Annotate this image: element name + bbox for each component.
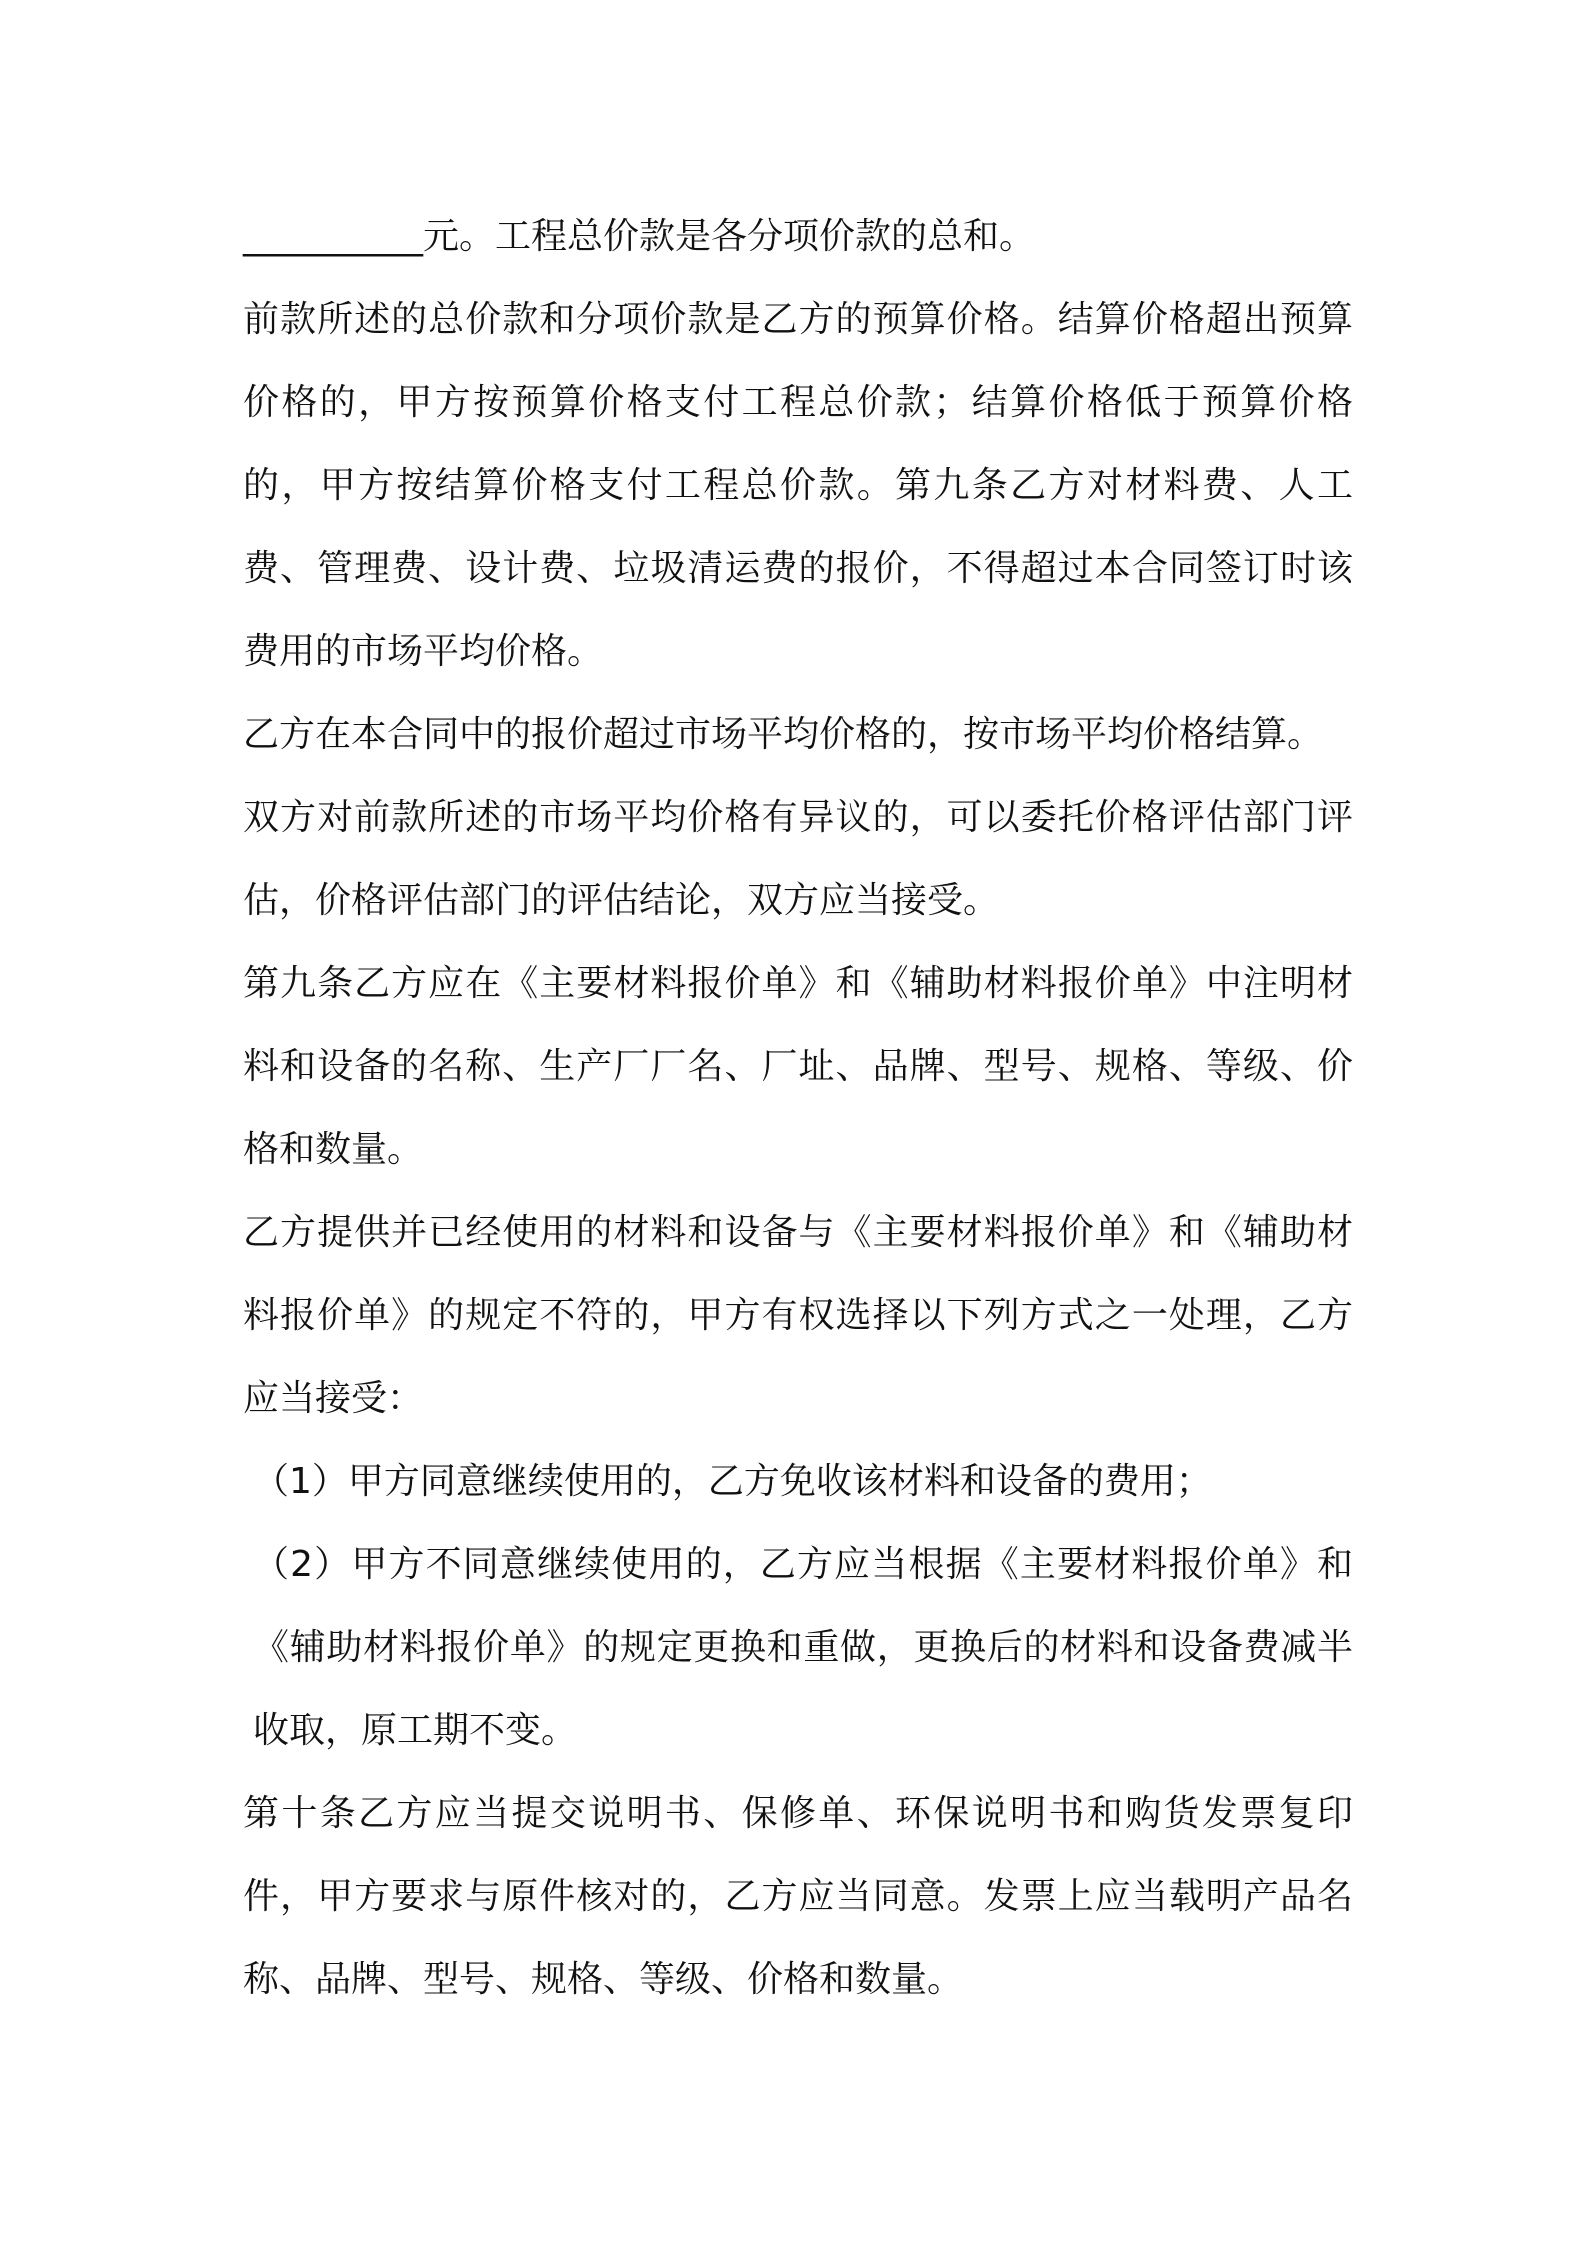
- paragraph-nonconforming-materials: 乙方提供并已经使用的材料和设备与《主要材料报价单》和《辅助材料报价单》的规定不符的，甲方有权选择以下列方式之一处理，乙方应当接受：: [243, 1212, 1353, 1419]
- document-body: [243, 195, 1353, 2021]
- paragraph-total-price: __________元。工程总价款是各分项价款的总和。: [243, 216, 1036, 257]
- paragraph-article-nine-materials: 第九条乙方应在《主要材料报价单》和《辅助材料报价单》中注明材料和设备的名称、生产厂厂名、厂址、品牌、型号、规格、等级、价格和数量。: [243, 963, 1353, 1170]
- paragraph-article-ten-documents: 第十条乙方应当提交说明书、保修单、环保说明书和购货发票复印件，甲方要求与原件核对的，乙方应当同意。发票上应当载明产品名称、品牌、型号、规格、等级、价格和数量。: [243, 1793, 1353, 2000]
- paragraph-budget-price: 前款所述的总价款和分项价款是乙方的预算价格。结算价格超出预算价格的，甲方按预算价格支付工程总价款；结算价格低于预算价格的，甲方按结算价格支付工程总价款。第九条乙方对材料费、人工费、管理费、设计费、垃圾清运费的报价，不得超过本合同签订时该费用的市场平均价格。: [243, 299, 1353, 672]
- list-item-option-2: （2）甲方不同意继续使用的，乙方应当根据《主要材料报价单》和《辅助材料报价单》的规定更换和重做，更换后的材料和设备费减半收取，原工期不变。: [253, 1544, 1353, 1751]
- paragraph-price-dispute: 双方对前款所述的市场平均价格有异议的，可以委托价格评估部门评估，价格评估部门的评估结论，双方应当接受。: [243, 797, 1353, 921]
- paragraph-market-settlement: 乙方在本合同中的报价超过市场平均价格的，按市场平均价格结算。: [243, 714, 1324, 755]
- list-item-option-1: （1）甲方同意继续使用的，乙方免收该材料和设备的费用；: [253, 1461, 1212, 1502]
